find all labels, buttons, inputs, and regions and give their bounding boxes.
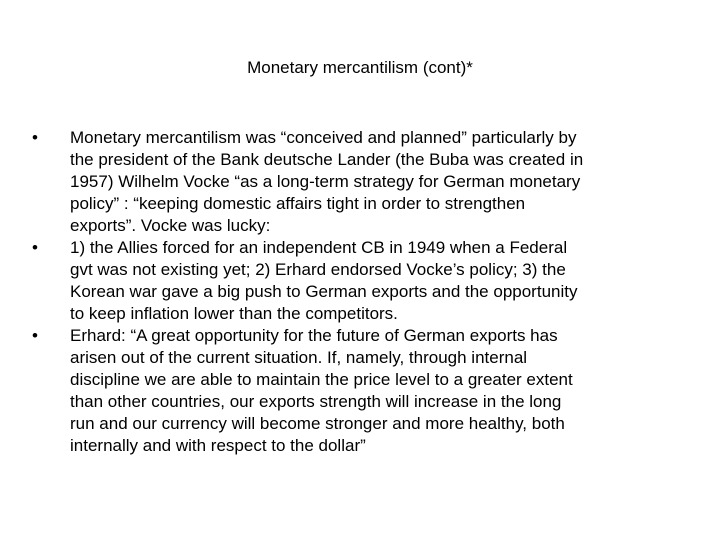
slide-title: Monetary mercantilism (cont)* <box>247 58 473 77</box>
bullet-marker: • <box>32 238 38 257</box>
bullet-text-line: 1957) Wilhelm Vocke “as a long-term strategy for German monetary <box>70 172 581 191</box>
bullet-marker: • <box>32 128 38 147</box>
bullet-marker: • <box>32 326 38 345</box>
bullet-item-1 <box>28 127 688 237</box>
bullet-text-line: discipline we are able to maintain the price level to a greater extent <box>70 370 573 389</box>
bullet-text-line: to keep inflation lower than the competitors. <box>70 304 398 323</box>
bullet-text-line: Erhard: “A great opportunity for the future of German exports has <box>70 326 558 345</box>
bullet-text-line: run and our currency will become stronger and more healthy, both <box>70 414 565 433</box>
bullet-item-2 <box>28 237 688 325</box>
bullet-text-line: the president of the Bank deutsche Lander (the Buba was created in <box>70 150 584 169</box>
bullet-text-line: Korean war gave a big push to German exports and the opportunity <box>70 282 578 301</box>
bullet-text-line: 1) the Allies forced for an independent CB in 1949 when a Federal <box>70 238 568 257</box>
bullet-text-line: exports”. Vocke was lucky: <box>70 216 271 235</box>
bullet-list <box>28 127 688 457</box>
bullet-item-3 <box>28 325 688 457</box>
bullet-text-line: than other countries, our exports strength will increase in the long <box>70 392 562 411</box>
bullet-text-line: Monetary mercantilism was “conceived and planned” particularly by <box>70 128 577 147</box>
bullet-text-line: gvt was not existing yet; 2) Erhard endorsed Vocke’s policy; 3) the <box>70 260 566 279</box>
bullet-text-line: arisen out of the current situation. If, namely, through internal <box>70 348 528 367</box>
bullet-text-line: policy” : “keeping domestic affairs tight in order to strengthen <box>70 194 526 213</box>
bullet-text-line: internally and with respect to the dollar” <box>70 436 366 455</box>
